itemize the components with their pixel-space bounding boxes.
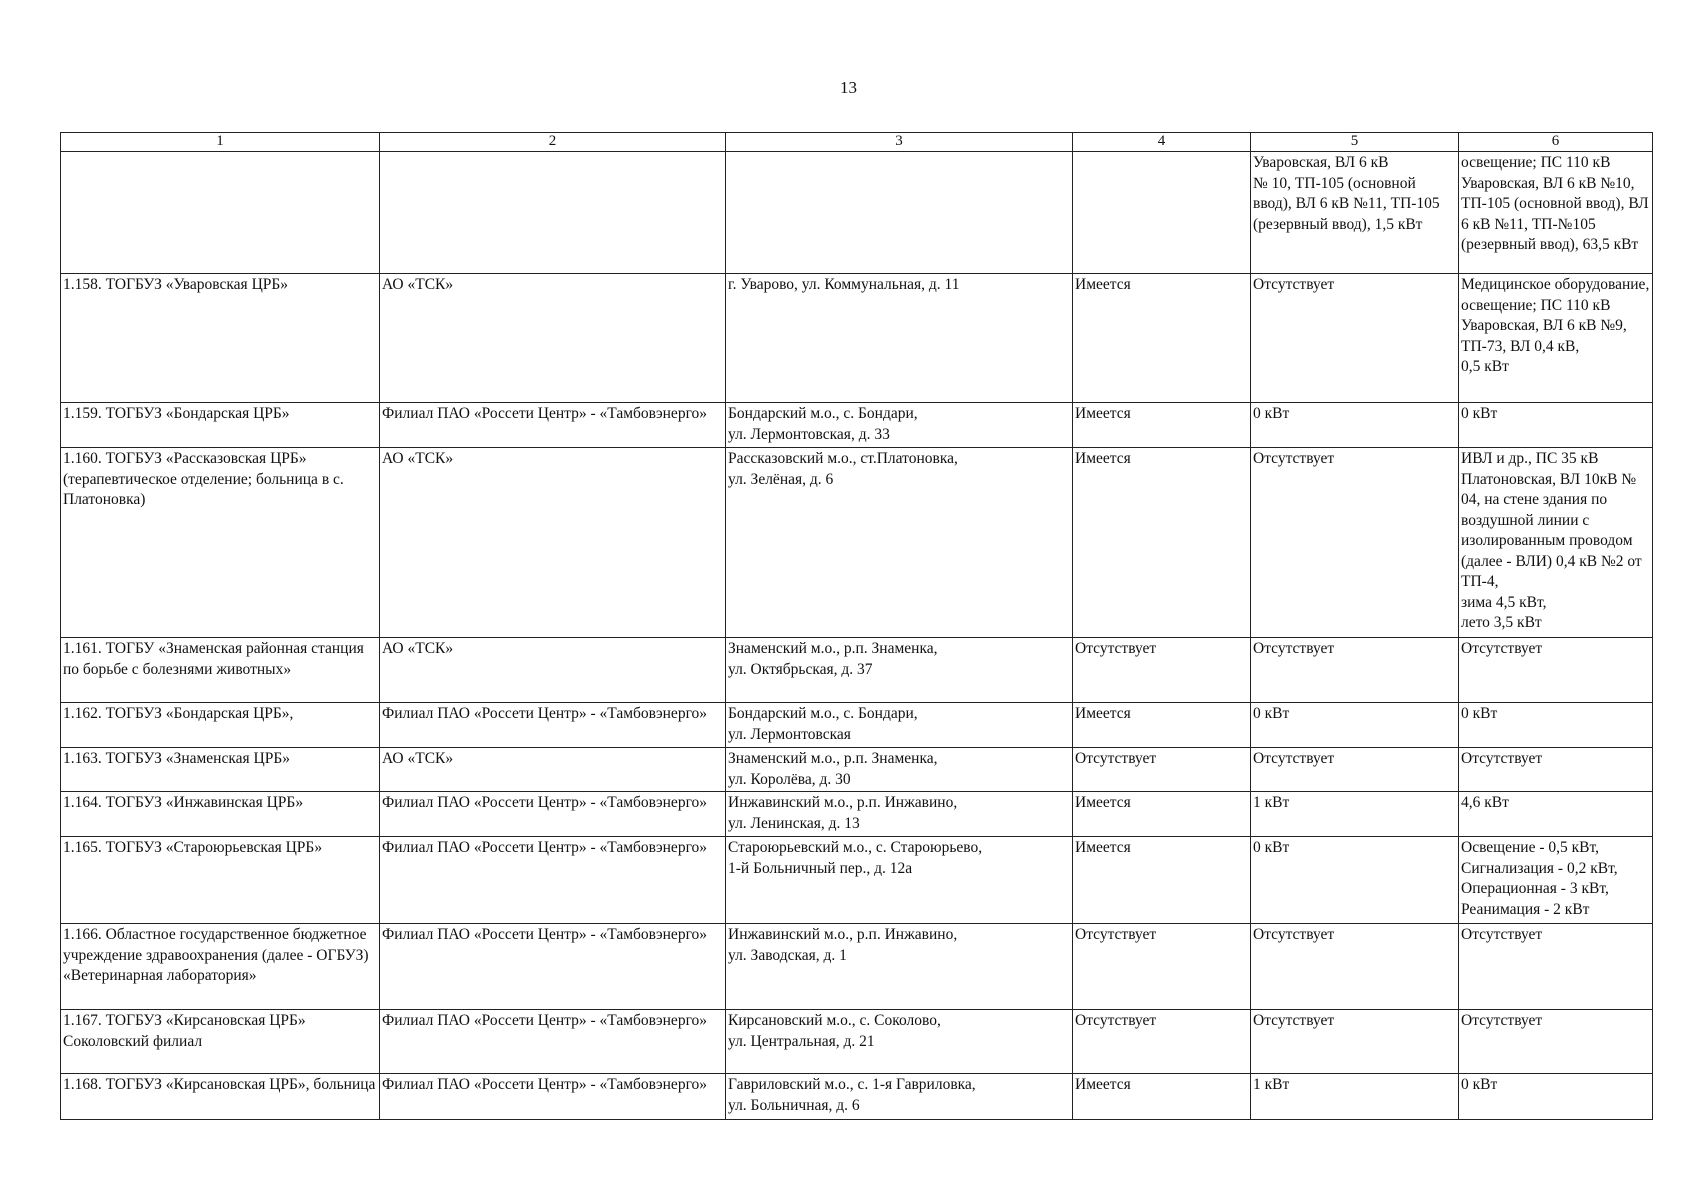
table-row xyxy=(61,792,1653,837)
table-row xyxy=(61,748,1653,792)
generator-cell: Имеется xyxy=(1073,837,1251,924)
reserve-power-cell: 0 кВт xyxy=(1251,403,1459,448)
column-header: 6 xyxy=(1459,133,1653,152)
supplier-cell: АО «ТСК» xyxy=(380,274,726,403)
reserve-power-cell: Отсутствует xyxy=(1251,274,1459,403)
table-row xyxy=(61,703,1653,748)
address-cell: Инжавинский м.о., р.п. Инжавино, ул. Заводская, д. 1 xyxy=(726,924,1073,1010)
facility-cell: 1.161. ТОГБУ «Знаменская районная станция по борьбе с болезнями животных» xyxy=(61,638,380,703)
critical-load-cell: Отсутствует xyxy=(1459,638,1653,703)
facility-cell: 1.166. Областное государственное бюджетное учреждение здравоохранения (далее - ОГБУЗ) «Ветеринарная лаборатория» xyxy=(61,924,380,1010)
generator-cell: Имеется xyxy=(1073,703,1251,748)
critical-load-cell: Медицинское оборудование, освещение; ПС 110 кВ Уваровская, ВЛ 6 кВ №9, ТП-73, ВЛ 0,4 кВ, 0,5 кВт xyxy=(1459,274,1653,403)
supplier-cell: Филиал ПАО «Россети Центр» - «Тамбовэнерго» xyxy=(380,837,726,924)
facility-cell: 1.163. ТОГБУЗ «Знаменская ЦРБ» xyxy=(61,748,380,792)
supplier-cell: АО «ТСК» xyxy=(380,448,726,638)
reserve-power-cell: Уваровская, ВЛ 6 кВ № 10, ТП-105 (основной ввод), ВЛ 6 кВ №11, ТП-105 (резервный ввод), 1,5 кВт xyxy=(1251,152,1459,274)
address-cell: Староюрьевский м.о., с. Староюрьево, 1-й Больничный пер., д. 12а xyxy=(726,837,1073,924)
address-cell: Кирсановский м.о., с. Соколово, ул. Центральная, д. 21 xyxy=(726,1010,1073,1074)
reserve-power-cell: Отсутствует xyxy=(1251,924,1459,1010)
reserve-power-cell: 1 кВт xyxy=(1251,792,1459,837)
table-row xyxy=(61,1074,1653,1120)
facility-cell: 1.159. ТОГБУЗ «Бондарская ЦРБ» xyxy=(61,403,380,448)
supplier-cell: Филиал ПАО «Россети Центр» - «Тамбовэнерго» xyxy=(380,792,726,837)
generator-cell: Имеется xyxy=(1073,448,1251,638)
address-cell: Знаменский м.о., р.п. Знаменка, ул. Королёва, д. 30 xyxy=(726,748,1073,792)
critical-load-cell: Освещение - 0,5 кВт, Сигнализация - 0,2 кВт, Операционная - 3 кВт, Реанимация - 2 кВт xyxy=(1459,837,1653,924)
facility-cell: 1.167. ТОГБУЗ «Кирсановская ЦРБ» Соколовский филиал xyxy=(61,1010,380,1074)
address-cell xyxy=(726,152,1073,274)
supplier-cell: Филиал ПАО «Россети Центр» - «Тамбовэнерго» xyxy=(380,403,726,448)
facility-cell: 1.164. ТОГБУЗ «Инжавинская ЦРБ» xyxy=(61,792,380,837)
address-cell: Бондарский м.о., с. Бондари, ул. Лермонтовская xyxy=(726,703,1073,748)
generator-cell: Отсутствует xyxy=(1073,638,1251,703)
column-header: 4 xyxy=(1073,133,1251,152)
address-cell: Гавриловский м.о., с. 1-я Гавриловка, ул. Больничная, д. 6 xyxy=(726,1074,1073,1120)
table-row xyxy=(61,638,1653,703)
critical-load-cell: Отсутствует xyxy=(1459,924,1653,1010)
reserve-power-cell: 0 кВт xyxy=(1251,837,1459,924)
column-header: 1 xyxy=(61,133,380,152)
reserve-power-cell: Отсутствует xyxy=(1251,448,1459,638)
column-number-row xyxy=(61,133,1653,152)
supplier-cell: Филиал ПАО «Россети Центр» - «Тамбовэнерго» xyxy=(380,703,726,748)
address-cell: Знаменский м.о., р.п. Знаменка, ул. Октябрьская, д. 37 xyxy=(726,638,1073,703)
supplier-cell xyxy=(380,152,726,274)
column-header: 2 xyxy=(380,133,726,152)
critical-load-cell: ИВЛ и др., ПС 35 кВ Платоновская, ВЛ 10кВ № 04, на стене здания по воздушной линии с изолированным проводом (далее - ВЛИ) 0,4 кВ №2 от ТП-4, зима 4,5 кВт, лето 3,5 кВт xyxy=(1459,448,1653,638)
generator-cell: Отсутствует xyxy=(1073,924,1251,1010)
generator-cell: Отсутствует xyxy=(1073,1010,1251,1074)
supplier-cell: Филиал ПАО «Россети Центр» - «Тамбовэнерго» xyxy=(380,1010,726,1074)
address-cell: Рассказовский м.о., ст.Платоновка, ул. Зелёная, д. 6 xyxy=(726,448,1073,638)
page-number: 13 xyxy=(840,78,857,97)
reserve-power-cell: 1 кВт xyxy=(1251,1074,1459,1120)
supplier-cell: АО «ТСК» xyxy=(380,748,726,792)
address-cell: Инжавинский м.о., р.п. Инжавино, ул. Ленинская, д. 13 xyxy=(726,792,1073,837)
critical-load-cell: 0 кВт xyxy=(1459,403,1653,448)
table-row xyxy=(61,924,1653,1010)
table-row xyxy=(61,152,1653,274)
table-row xyxy=(61,274,1653,403)
table-row xyxy=(61,1010,1653,1074)
generator-cell: Имеется xyxy=(1073,1074,1251,1120)
reserve-power-cell: Отсутствует xyxy=(1251,638,1459,703)
column-header: 3 xyxy=(726,133,1073,152)
facility-cell: 1.162. ТОГБУЗ «Бондарская ЦРБ», xyxy=(61,703,380,748)
address-cell: г. Уварово, ул. Коммунальная, д. 11 xyxy=(726,274,1073,403)
supplier-cell: Филиал ПАО «Россети Центр» - «Тамбовэнерго» xyxy=(380,924,726,1010)
generator-cell: Имеется xyxy=(1073,403,1251,448)
critical-load-cell: 0 кВт xyxy=(1459,1074,1653,1120)
facility-cell xyxy=(61,152,380,274)
table-row xyxy=(61,837,1653,924)
generator-cell xyxy=(1073,152,1251,274)
critical-load-cell: Отсутствует xyxy=(1459,748,1653,792)
generator-cell: Имеется xyxy=(1073,274,1251,403)
critical-load-cell: 4,6 кВт xyxy=(1459,792,1653,837)
generator-cell: Имеется xyxy=(1073,792,1251,837)
facility-cell: 1.168. ТОГБУЗ «Кирсановская ЦРБ», больница xyxy=(61,1074,380,1120)
supplier-cell: Филиал ПАО «Россети Центр» - «Тамбовэнерго» xyxy=(380,1074,726,1120)
critical-load-cell: освещение; ПС 110 кВ Уваровская, ВЛ 6 кВ №10, ТП-105 (основной ввод), ВЛ 6 кВ №11, ТП-№105 (резервный ввод), 63,5 кВт xyxy=(1459,152,1653,274)
reserve-power-cell: 0 кВт xyxy=(1251,703,1459,748)
table-row xyxy=(61,448,1653,638)
generator-cell: Отсутствует xyxy=(1073,748,1251,792)
critical-load-cell: Отсутствует xyxy=(1459,1010,1653,1074)
address-cell: Бондарский м.о., с. Бондари, ул. Лермонтовская, д. 33 xyxy=(726,403,1073,448)
critical-load-cell: 0 кВт xyxy=(1459,703,1653,748)
facility-cell: 1.160. ТОГБУЗ «Рассказовская ЦРБ» (терапевтическое отделение; больница в с. Платоновка) xyxy=(61,448,380,638)
reserve-power-cell: Отсутствует xyxy=(1251,748,1459,792)
table-row xyxy=(61,403,1653,448)
power-supply-table xyxy=(60,132,1653,1120)
facility-cell: 1.165. ТОГБУЗ «Староюрьевская ЦРБ» xyxy=(61,837,380,924)
reserve-power-cell: Отсутствует xyxy=(1251,1010,1459,1074)
supplier-cell: АО «ТСК» xyxy=(380,638,726,703)
column-header: 5 xyxy=(1251,133,1459,152)
facility-cell: 1.158. ТОГБУЗ «Уваровская ЦРБ» xyxy=(61,274,380,403)
